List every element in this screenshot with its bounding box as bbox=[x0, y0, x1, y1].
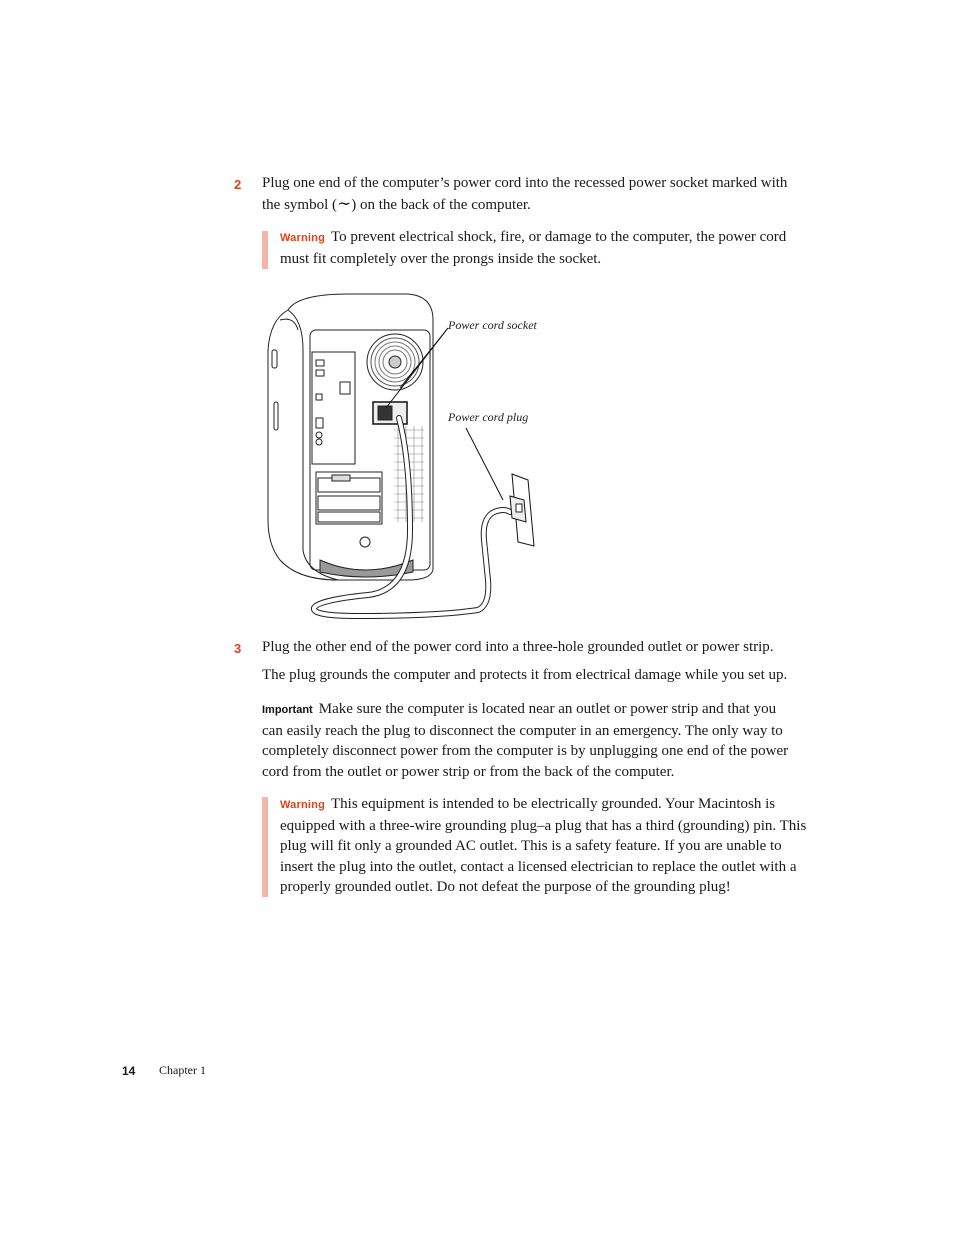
warning-2 bbox=[280, 794, 810, 898]
warning-1-text: To prevent electrical shock, fire, or damage to the computer, the power cord must fit completely over the prongs inside the socket. bbox=[280, 229, 787, 267]
step-3-number: 3 bbox=[234, 641, 242, 656]
chapter-label: Chapter 1 bbox=[159, 1063, 206, 1077]
warning-label: Warning bbox=[280, 799, 325, 811]
callout-power-cord-plug: Power cord plug bbox=[448, 410, 529, 424]
warning-label: Warning bbox=[280, 232, 325, 244]
warning-1 bbox=[280, 227, 810, 269]
page-number: 14 bbox=[122, 1064, 136, 1078]
ac-symbol-icon: ∼ bbox=[337, 193, 352, 213]
important-text: Make sure the computer is located near an outlet or power strip and that you can easily reach the plug to disconnect the computer in an emergency. The only way to completely disconnect power from the computer is by unplugging one end of the power cord from the outlet or power strip or from the back of the computer. bbox=[262, 701, 789, 780]
important-label: Important bbox=[262, 704, 313, 716]
step-2-text-before: Plug one end of the computer’s power cord into the recessed power socket marked with the symbol ( bbox=[262, 175, 788, 213]
warning-bar bbox=[262, 231, 268, 269]
important-note bbox=[262, 699, 797, 782]
warning-bar bbox=[262, 797, 268, 897]
step-2-text bbox=[262, 173, 807, 215]
warning-2-text: This equipment is intended to be electrically grounded. Your Macintosh is equipped with a three-wire grounding plug–a plug that has a third (grounding) pin. This plug will fit only a grounded AC outlet. This is a safety feature. If you are unable to insert the plug into the outlet, contact a licensed electrician to replace the outlet with a properly grounded outlet. Do not defeat the purpose of the grounding plug! bbox=[280, 796, 807, 895]
step-2-text-after: ) on the back of the computer. bbox=[351, 196, 531, 213]
step-2-number: 2 bbox=[234, 177, 242, 192]
step-3-paragraph: The plug grounds the computer and protects it from electrical damage while you set up. bbox=[262, 667, 788, 683]
power-cord-illustration bbox=[258, 290, 558, 625]
step-3-text: Plug the other end of the power cord into a three-hole grounded outlet or power strip. bbox=[262, 639, 774, 655]
callout-power-cord-socket: Power cord socket bbox=[448, 318, 537, 332]
